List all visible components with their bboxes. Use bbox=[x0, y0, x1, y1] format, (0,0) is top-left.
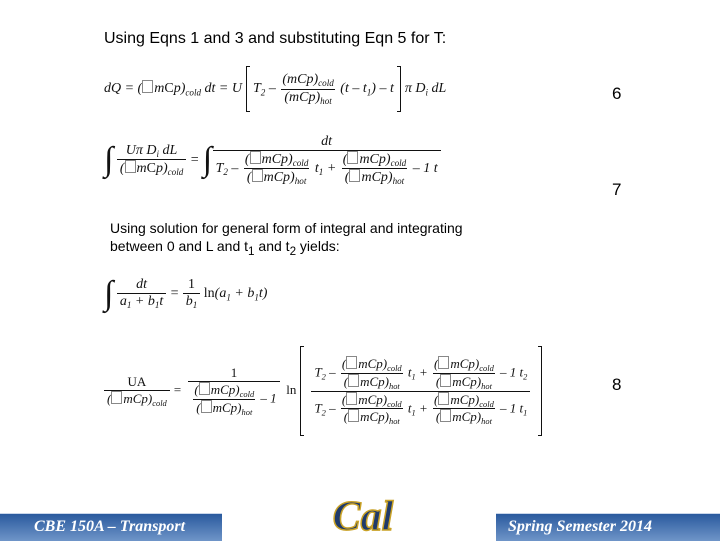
semester-label: Spring Semester 2014 bbox=[508, 518, 653, 535]
explanation-line-2: between 0 and L and $t_1$ and $t_2$ yields: bbox=[110, 238, 340, 258]
equation-6: dQ = ( $mCp)_{cold}$ dt = U $T_2$ – $\frac{(mCp)_{cold}}{(mCp)_{hot}}$ $(t - t_1)$ – t π $D_i$ dL bbox=[104, 66, 446, 112]
course-name: CBE 150A – Transport bbox=[34, 518, 186, 535]
general-integral: ∫ $\frac{dt}{a_1 + b_1t}$ = $\frac{1}{b_1}$ $\ln(a_1 + b_1t)$ bbox=[104, 275, 268, 312]
equation-7: ∫ $\frac{U\pi D_i dL}{( mCp)_{cold}}$ = ∫ dt $T_2$ – $\frac{( mCp)_{cold}}{( mCp)_{hot}}$ $t_1$ + $\frac{( mCp)_{cold}}{( mCp)_{hot}}$ – 1 t bbox=[104, 134, 438, 186]
slide-heading: Using Eqns 1 and 3 and substituting Eqn 5 for T: bbox=[104, 30, 447, 47]
footer-left-bar bbox=[0, 513, 222, 541]
equation-number-7: 7 bbox=[612, 180, 622, 199]
equation-number-6: 6 bbox=[612, 84, 622, 103]
cal-logo bbox=[330, 486, 396, 538]
equation-8: $\frac{UA}{( mCp)_{cold}}$ = 1 $\frac{( mCp)_{cold}}{( mCp)_{hot}}$ – 1 ln $T_2$ – $\frac{( mCp)_{cold}}{( mCp)_{hot}}$ $t_1$ + $\frac{( mCp)_{cold}}{( mCp)_{hot}}$ – 1 $t_2$ $T_2$ – $\frac{( mCp)_{cold}}{( mCp)_{hot}}$ $t_1$ + $\frac{( mCp)_{cold}}{( mCp)_{hot}}$ – 1 $t_1$ bbox=[104, 346, 542, 436]
explanation-text bbox=[110, 219, 463, 261]
footer-right-bar bbox=[496, 513, 720, 541]
explanation-line-1: Using solution for general form of integral and integrating bbox=[110, 220, 463, 236]
cal-logo-text: Cal bbox=[332, 494, 394, 538]
equation-number-8: 8 bbox=[612, 375, 622, 394]
